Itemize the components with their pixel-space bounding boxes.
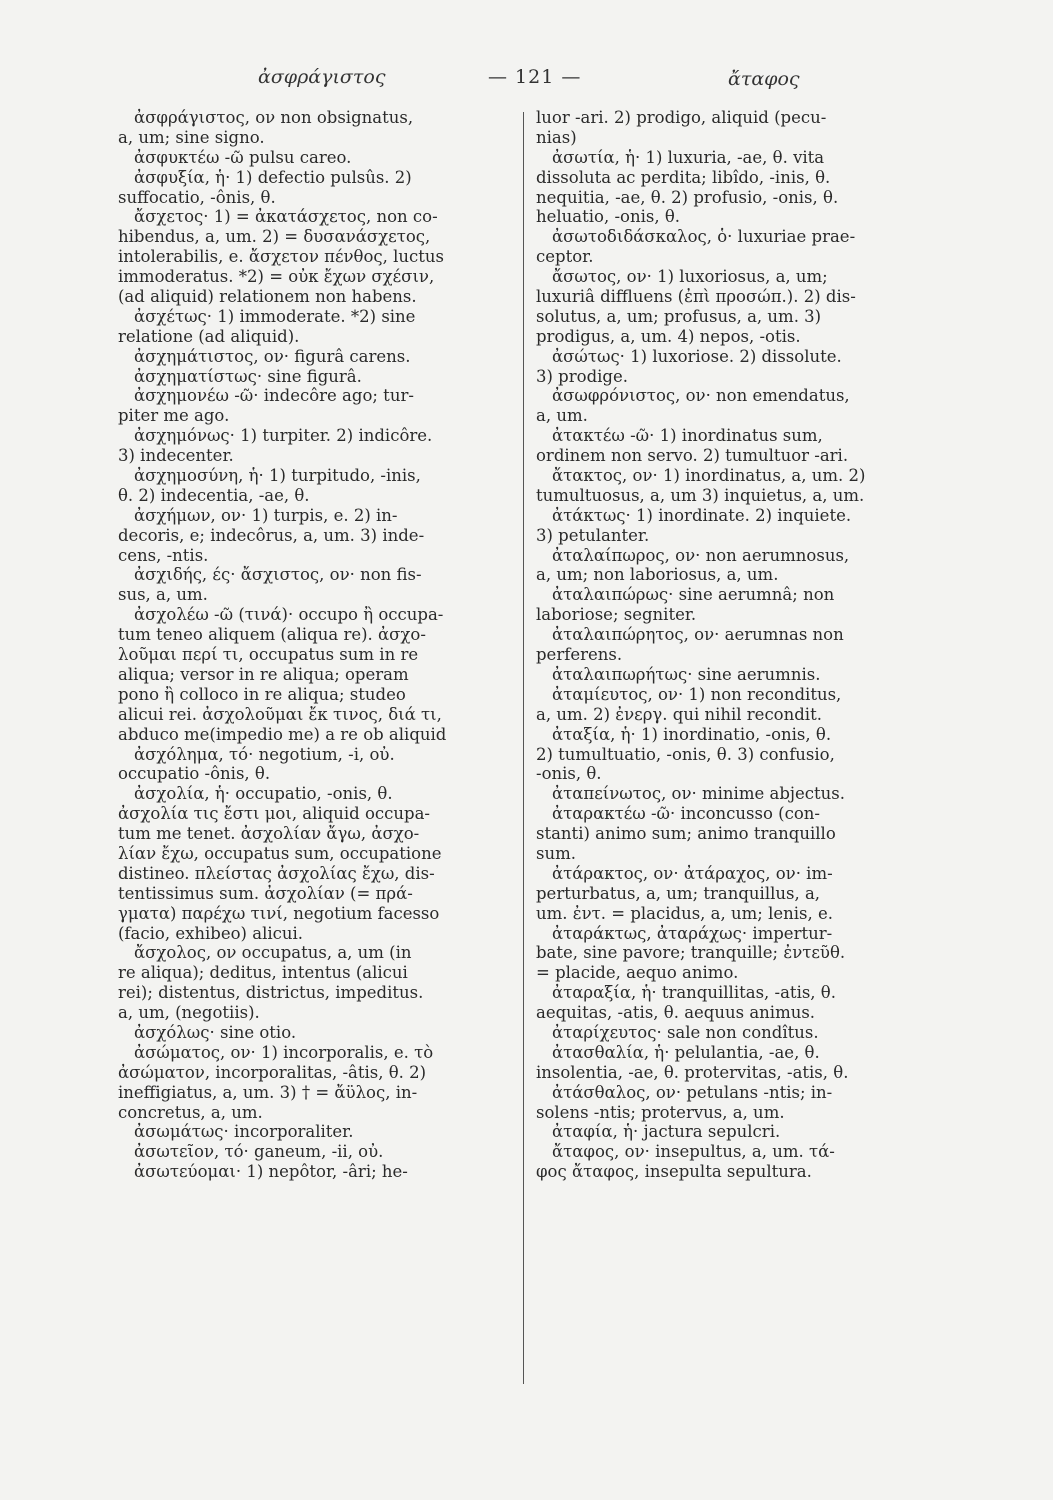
text-line: a, um. 2) ἐνεργ. qui nihil recondit. — [536, 704, 822, 724]
text-line: λοῦμαι περί τι, occupatus sum in re — [118, 645, 419, 665]
text-line: ἄταφος, ον· insepultus, a, um. τά- — [552, 1142, 835, 1162]
text-line: luor -ari. 2) prodigo, aliquid (pecu- — [536, 108, 827, 127]
text-line: distineo. πλείστας ἀσχολίας ἔχω, dis- — [118, 863, 435, 883]
text-line: ἀσχόλως· sine otio. — [134, 1022, 297, 1042]
text-line: ἀταπείνωτος, ον· minime abjectus. — [552, 784, 845, 804]
text-line: -onis, θ. — [536, 764, 602, 784]
text-line: = placide, aequo animo. — [536, 963, 739, 983]
text-line: abduco me(impedio me) a re ob aliquid — [118, 724, 447, 744]
text-line: λίαν ἔχω, occupatus sum, occupatione — [118, 843, 442, 863]
text-line: rei); distentus, districtus, impeditus. — [118, 983, 424, 1003]
text-line: perturbatus, a, um; tranquillus, a, — [536, 883, 821, 903]
text-line: ἄσωτος, ον· 1) luxoriosus, a, um; — [552, 267, 828, 287]
text-line: ἀσχολέω -ῶ (τινά)· occupo ἢ occupa- — [134, 605, 444, 625]
text-line: ἀσώτως· 1) luxoriose. 2) dissolute. — [552, 346, 842, 366]
text-line: ineffigiatus, a, um. 3) † = ἄϋλος, in- — [118, 1082, 418, 1102]
text-line: intolerabilis, e. ἄσχετον πένθος, luctus — [118, 247, 445, 267]
text-line: ἀσχηματίστως· sine figurâ. — [134, 366, 362, 386]
text-line: ἀταραξία, ἡ· tranquillitas, -atis, θ. — [552, 983, 836, 1003]
text-line: ἀτακτέω -ῶ· 1) inordinatus sum, — [552, 426, 823, 446]
text-line: concretus, a, um. — [118, 1102, 263, 1122]
text-line: ἀσχολία τις ἔστι μοι, aliquid occupa- — [118, 804, 430, 824]
text-line: ἀσχημονέω -ῶ· indecôre ago; tur- — [134, 386, 414, 406]
text-line: tum me tenet. ἀσχολίαν ἄγω, ἀσχο- — [118, 824, 420, 844]
text-line: um. ἐντ. = placidus, a, um; lenis, e. — [536, 903, 833, 923]
text-line: suffocatio, -ônis, θ. — [118, 187, 276, 207]
text-line: ceptor. — [536, 247, 594, 267]
text-line: ἀσχημοσύνη, ἡ· 1) turpitudo, -inis, — [134, 466, 421, 486]
text-line: dissoluta ac perdita; libîdo, -inis, θ. — [536, 167, 831, 187]
text-line: occupatio -ônis, θ. — [118, 764, 271, 784]
text-line: ἀσχιδής, ές· ἄσχιστος, ον· non fis- — [134, 565, 422, 585]
text-line: solens -ntis; protervus, a, um. — [536, 1102, 785, 1122]
text-line: hibendus, a, um. 2) = δυσανάσχετος, — [118, 227, 431, 247]
text-line: sus, a, um. — [118, 585, 208, 605]
text-line: tum teneo aliquem (aliqua re). ἀσχο- — [118, 625, 426, 645]
right-guide-word: ἄταφος — [728, 68, 800, 90]
text-line: cens, -ntis. — [118, 545, 209, 565]
text-line: ἄσχετος· 1) = ἀκατάσχετος, non co- — [134, 207, 438, 227]
text-line: a, um; sine signo. — [118, 127, 265, 147]
text-line: piter me ago. — [118, 406, 230, 426]
text-line: tumultuosus, a, um 3) inquietus, a, um. — [536, 485, 865, 505]
text-line: 3) petulanter. — [536, 525, 650, 545]
text-line: γματα) παρέχω τινί, negotium facesso — [118, 903, 440, 923]
text-line: ἀσφράγιστος, ον non obsignatus, — [134, 108, 414, 127]
right-column — [536, 108, 908, 1182]
text-line: ἄτακτος, ον· 1) inordinatus, a, um. 2) — [552, 466, 866, 486]
text-line: ἀσωμάτως· incorporaliter. — [134, 1122, 354, 1142]
text-line: ἀταράκτως, ἀταράχως· impertur- — [552, 923, 833, 943]
text-line: prodigus, a, um. 4) nepos, -otis. — [536, 326, 801, 346]
text-line: perferens. — [536, 645, 623, 665]
text-line: ἀταλαιπώρως· sine aerumnâ; non — [552, 585, 835, 605]
text-line: stanti) animo sum; animo tranquillo — [536, 824, 836, 844]
text-line: pono ἢ colloco in re aliqua; studeo — [118, 684, 406, 704]
text-line: ἀταξία, ἡ· 1) inordinatio, -onis, θ. — [552, 724, 832, 744]
text-line: a, um, (negotiis). — [118, 1003, 260, 1023]
text-line: ἀταρίχευτος· sale non condîtus. — [552, 1022, 819, 1042]
text-line: aequitas, -atis, θ. aequus animus. — [536, 1003, 816, 1023]
text-line: ἀτάσθαλος, ον· petulans -ntis; in- — [552, 1082, 833, 1102]
text-line: re aliqua); deditus, intentus (alicui — [118, 963, 408, 983]
text-line: ἀταρακτέω -ῶ· inconcusso (con- — [552, 804, 820, 824]
text-line: ἀσχέτως· 1) immoderate. *2) sine — [134, 306, 416, 326]
text-line: ἀσφυκτέω -ῶ pulsu careo. — [134, 147, 352, 167]
text-line: sum. — [536, 843, 576, 863]
text-line: luxuriâ diffluens (ἐπὶ προσώπ.). 2) dis- — [536, 287, 856, 307]
text-line: ἀσώματος, ον· 1) incorporalis, e. τὸ — [134, 1042, 434, 1062]
text-line: ordinem non servo. 2) tumultuor -ari. — [536, 446, 849, 466]
page-number: — 121 — — [488, 66, 582, 88]
text-line: φος ἄταφος, insepulta sepultura. — [536, 1162, 812, 1182]
text-line: bate, sine pavore; tranquille; ἐντεῦθ. — [536, 943, 846, 963]
text-line: a, um; non laboriosus, a, um. — [536, 565, 779, 585]
text-line: ἀσχολία, ἡ· occupatio, -onis, θ. — [134, 784, 393, 804]
left-column — [118, 108, 514, 1182]
text-line: 3) prodige. — [536, 366, 628, 386]
text-line: ἀταλαίπωρος, ον· non aerumnosus, — [552, 545, 850, 565]
text-line: insolentia, -ae, θ. protervitas, -atis, θ. — [536, 1062, 849, 1082]
text-line: θ. 2) indecentia, -ae, θ. — [118, 485, 310, 505]
text-line: ἀτάκτως· 1) inordinate. 2) inquiete. — [552, 505, 852, 525]
text-line: ἀσωτεῖον, τό· ganeum, -ii, οὐ. — [134, 1142, 384, 1162]
text-line: ἀσχημόνως· 1) turpiter. 2) indicôre. — [134, 426, 433, 446]
text-line: alicui rei. ἀσχολοῦμαι ἔκ τινος, διά τι, — [118, 704, 442, 724]
text-line: ἀταμίευτος, ον· 1) non reconditus, — [552, 684, 842, 704]
column-divider — [523, 112, 524, 1384]
text-line: ἀσφυξία, ἡ· 1) defectio pulsûs. 2) — [134, 167, 412, 187]
left-guide-word: ἀσφράγιστος — [258, 66, 386, 88]
text-line: (ad aliquid) relationem non habens. — [118, 287, 417, 307]
text-line: ἀσχημάτιστος, ον· figurâ carens. — [134, 346, 411, 366]
text-line: ἀσωτία, ἡ· 1) luxuria, -ae, θ. vita — [552, 147, 825, 167]
text-line: relatione (ad aliquid). — [118, 326, 300, 346]
text-line: nequitia, -ae, θ. 2) profusio, -onis, θ. — [536, 187, 839, 207]
text-line: ἀσώματον, incorporalitas, -âtis, θ. 2) — [118, 1062, 427, 1082]
text-line: aliqua; versor in re aliqua; operam — [118, 664, 409, 684]
text-line: ἀταλαιπωρήτως· sine aerumnis. — [552, 664, 821, 684]
text-line: ἀσχήμων, ον· 1) turpis, e. 2) in- — [134, 505, 398, 525]
text-line: ἀσχόλημα, τό· negotium, -i, οὐ. — [134, 744, 395, 764]
text-line: ἀτασθαλία, ἡ· pelulantia, -ae, θ. — [552, 1042, 820, 1062]
text-line: (facio, exhibeo) alicui. — [118, 923, 304, 943]
running-head — [0, 62, 1053, 96]
text-line: ἄσχολος, ον occupatus, a, um (in — [134, 943, 412, 963]
text-line: heluatio, -onis, θ. — [536, 207, 681, 227]
text-line: a, um. — [536, 406, 588, 426]
text-line: nias) — [536, 127, 577, 147]
text-line: 3) indecenter. — [118, 446, 234, 466]
text-line: decoris, e; indecôrus, a, um. 3) inde- — [118, 525, 425, 545]
text-line: laboriose; segniter. — [536, 605, 697, 625]
text-line: ἀταλαιπώρητος, ον· aerumnas non — [552, 625, 844, 645]
text-line: ἀταφία, ἡ· jactura sepulcri. — [552, 1122, 781, 1142]
text-line: solutus, a, um; profusus, a, um. 3) — [536, 306, 822, 326]
text-line: ἀσωτεύομαι· 1) nepôtor, -âri; he- — [134, 1162, 408, 1182]
text-line: tentissimus sum. ἀσχολίαν (= πρά- — [118, 883, 413, 903]
text-line: ἀτάρακτος, ον· ἀτάραχος, ον· im- — [552, 863, 833, 883]
text-line: 2) tumultuatio, -onis, θ. 3) confusio, — [536, 744, 835, 764]
text-line: immoderatus. *2) = οὐκ ἔχων σχέσιν, — [118, 267, 435, 287]
text-line: ἀσωτοδιδάσκαλος, ὁ· luxuriae prae- — [552, 227, 856, 247]
text-line: ἀσωφρόνιστος, ον· non emendatus, — [552, 386, 850, 406]
